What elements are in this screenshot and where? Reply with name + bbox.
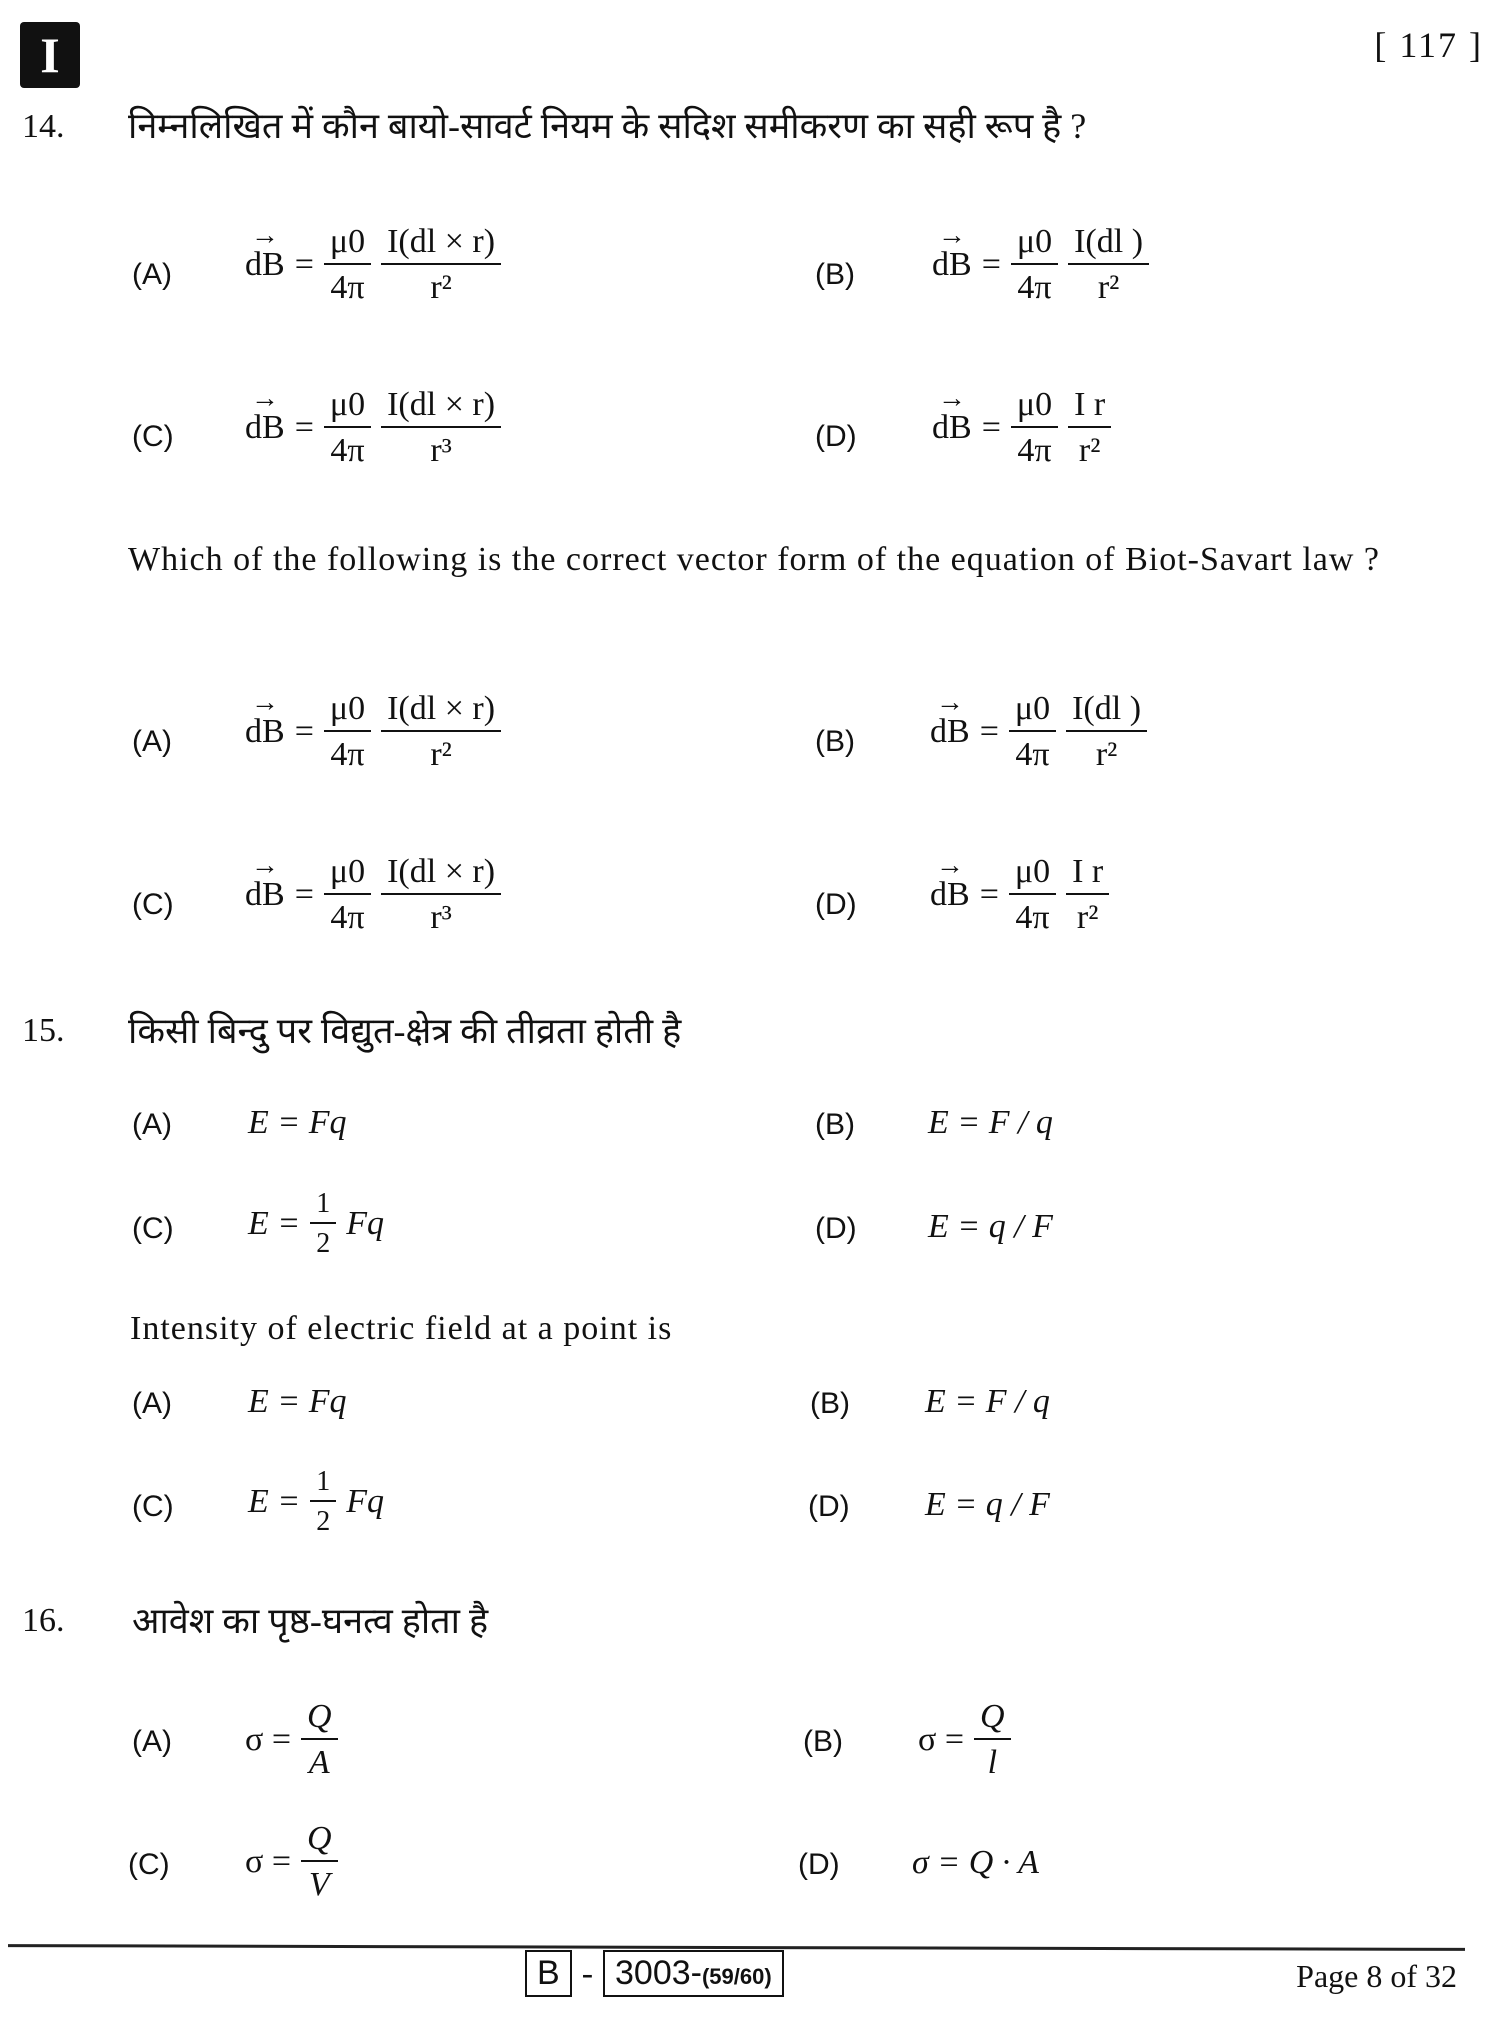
option-label: (B): [815, 725, 855, 758]
option-label: (C): [128, 1848, 170, 1881]
option-formula: → dB = $\frac{\mu 0}{4\pi}$ $\frac{I(dl \times r)}{\text{r²}}$: [245, 225, 501, 305]
option-formula: E = Fq: [248, 1104, 347, 1141]
option-label: (D): [808, 1490, 850, 1523]
option-label: (D): [815, 888, 857, 921]
option-formula: E = F / q: [928, 1104, 1053, 1141]
option-label: (B): [810, 1387, 850, 1420]
option-formula: → dB = $\frac{\mu 0}{4\pi}$ $\frac{I(dl \times r)}{\text{r³}}$: [245, 388, 501, 468]
question-text-hindi: किसी बिन्दु पर विद्युत-क्षेत्र की तीव्रता होती है: [128, 1011, 682, 1051]
question-text-english: Which of the following is the correct vector form of the equation of Biot-Savart law ?: [128, 541, 1381, 578]
option-formula: E = F / q: [925, 1383, 1050, 1420]
set-code: B: [525, 1950, 572, 1997]
option-label: (A): [132, 1108, 172, 1141]
page-indicator: Page 8 of 32: [1296, 1958, 1457, 1994]
question-text-english: Intensity of electric field at a point is: [130, 1310, 673, 1347]
booklet-code: B - 3003-(59/60): [525, 1950, 784, 1997]
option-label: (A): [132, 258, 172, 291]
option-label: (A): [132, 1725, 172, 1758]
option-formula: → dB = $\frac{\mu 0}{4\pi}$ $\frac{\text{I r}}{\text{r²}}$: [932, 388, 1111, 468]
question-number: 15.: [22, 1012, 65, 1049]
option-formula: σ = $\frac{Q}{A}$: [245, 1700, 338, 1780]
option-label: (D): [798, 1848, 840, 1881]
option-label: (B): [803, 1725, 843, 1758]
option-label: (B): [815, 1108, 855, 1141]
option-formula: E = Fq: [248, 1383, 347, 1420]
vector-dB: → dB: [245, 246, 285, 284]
option-formula: σ = $\frac{Q}{l}$: [918, 1700, 1011, 1780]
option-label: (D): [815, 1212, 857, 1245]
paper-code: 3003-(59/60): [603, 1950, 784, 1997]
question-text-hindi: आवेश का पृष्ठ-घनत्व होता है: [132, 1601, 489, 1641]
question-number: 14.: [22, 108, 65, 145]
option-formula: → dB = $\frac{\mu 0}{4\pi}$ $\frac{I(dl )}{\text{r²}}$: [930, 692, 1147, 772]
page-marker: [ 117 ]: [1374, 25, 1483, 65]
option-formula: → dB = $\frac{\mu 0}{4\pi}$ $\frac{\text{I r}}{\text{r²}}$: [930, 855, 1109, 935]
option-formula: σ = Q · A: [912, 1844, 1039, 1881]
option-label: (C): [132, 888, 174, 921]
option-label: (A): [132, 725, 172, 758]
option-formula: → dB = $\frac{\mu 0}{4\pi}$ $\frac{I(dl \times r)}{\text{r³}}$: [245, 855, 501, 935]
option-formula: E = q / F: [925, 1486, 1050, 1523]
option-label: (C): [132, 1490, 174, 1523]
option-formula: E = $\frac{1}{2}$ Fq: [248, 1188, 384, 1259]
question-text-hindi: निम्नलिखित में कौन बायो-सावर्ट नियम के सदिश समीकरण का सही रूप है ?: [128, 106, 1087, 146]
section-badge: I: [20, 22, 80, 88]
option-formula: σ = $\frac{Q}{V}$: [245, 1822, 338, 1902]
option-formula: E = $\frac{1}{2}$ Fq: [248, 1466, 384, 1537]
option-label: (D): [815, 420, 857, 453]
option-formula: → dB = $\frac{\mu 0}{4\pi}$ $\frac{I(dl )}{\text{r²}}$: [932, 225, 1149, 305]
option-label: (A): [132, 1387, 172, 1420]
option-label: (C): [132, 1212, 174, 1245]
question-number: 16.: [22, 1602, 65, 1639]
option-formula: → dB = $\frac{\mu 0}{4\pi}$ $\frac{I(dl \times r)}{\text{r²}}$: [245, 692, 501, 772]
option-label: (B): [815, 258, 855, 291]
option-label: (C): [132, 420, 174, 453]
option-formula: E = q / F: [928, 1208, 1053, 1245]
